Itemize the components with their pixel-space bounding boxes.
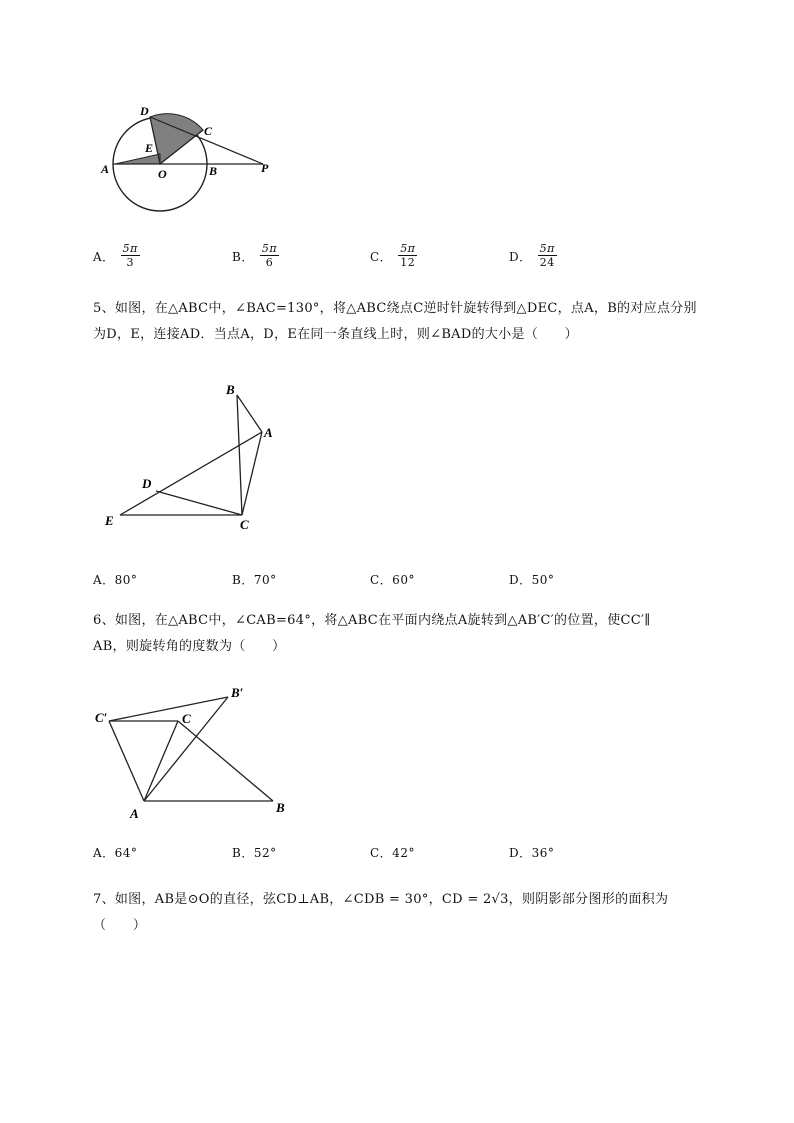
q6-option-c[interactable]: C．42°: [370, 846, 415, 860]
q4-label-P: P: [261, 161, 269, 175]
q4-label-O: O: [158, 167, 167, 181]
q6-option-a[interactable]: A．64°: [93, 846, 138, 860]
q5-option-d[interactable]: D．50°: [509, 573, 555, 587]
q4-option-b[interactable]: [232, 244, 279, 271]
q6-text-line2: AB，则旋转角的度数为（ ）: [93, 639, 286, 654]
q4-label-E: E: [145, 141, 154, 155]
q5-text-line2: 为D，E，连接AD．当点A，D，E在同一条直线上时，则∠BAD的大小是（ ）: [93, 327, 578, 342]
q5-line-BA: [237, 395, 262, 432]
q5-option-c[interactable]: C．60°: [370, 573, 415, 587]
q6-line-CpA: [109, 721, 144, 801]
option-label: B．: [232, 250, 254, 264]
q4-label-A: A: [101, 162, 110, 176]
option-label: A．: [93, 250, 115, 264]
q5-figure: [100, 380, 290, 530]
fraction: $\frac{5\pi}{3}$: [122, 242, 138, 269]
q5-label-C: C: [240, 517, 249, 532]
q4-option-a[interactable]: [93, 244, 140, 271]
q4-option-c[interactable]: [370, 244, 417, 271]
q6-label-B: B: [276, 800, 285, 815]
q6-label-Cp: C′: [95, 710, 108, 725]
q6-line-CB: [178, 721, 273, 801]
option-label: D．: [509, 250, 532, 264]
q6-line-CpBp: [109, 697, 228, 721]
q6-label-Bp: B′: [231, 685, 244, 700]
q4-option-d[interactable]: [509, 244, 557, 271]
fraction: $\frac{5\pi}{24}$: [539, 242, 555, 269]
q6-option-d[interactable]: D．36°: [509, 846, 555, 860]
q5-label-B: B: [226, 382, 235, 397]
q4-figure: [95, 100, 285, 220]
q5-text-line1: 5、如图，在△ABC中，∠BAC=130°，将△ABC绕点C逆时针旋转得到△DEC，点A，B的对应点分别: [93, 301, 697, 316]
q6-figure: [90, 680, 300, 820]
fraction: $\frac{5\pi}{6}$: [261, 242, 278, 269]
q7-text-line1: 7、如图，AB是⊙O的直径，弦CD⊥AB，∠CDB = 30°，CD = 2√3，则阴影部分图形的面积为: [93, 892, 669, 907]
q4-label-D: D: [140, 104, 149, 118]
q5-line-DC: [156, 491, 242, 515]
q5-option-a[interactable]: A．80°: [93, 573, 138, 587]
q5-text: [93, 296, 753, 348]
q4-label-C: C: [204, 124, 213, 138]
q7-text-line2: （ ）: [93, 918, 147, 933]
q6-label-C: C: [182, 711, 191, 726]
q5-label-E: E: [105, 513, 114, 528]
q5-line-BC: [237, 395, 242, 515]
option-label: C．: [370, 250, 393, 264]
q5-label-A: A: [264, 425, 273, 440]
fraction: $\frac{5\pi}{12}$: [400, 242, 416, 269]
q6-text-line1: 6、如图，在△ABC中，∠CAB=64°，将△ABC在平面内绕点A旋转到△AB′C′的位置，使CC′∥: [93, 613, 651, 628]
q5-label-D: D: [142, 476, 152, 491]
q7-text: [93, 887, 753, 939]
q4-label-B: B: [209, 164, 218, 178]
q6-option-b[interactable]: B．52°: [232, 846, 277, 860]
q6-label-A: A: [130, 806, 139, 821]
q4-shaded-triangle: [115, 154, 160, 164]
q6-line-AC: [144, 721, 178, 801]
q6-text: [93, 608, 753, 660]
q5-option-b[interactable]: B．70°: [232, 573, 277, 587]
q5-line-AC: [242, 432, 262, 515]
